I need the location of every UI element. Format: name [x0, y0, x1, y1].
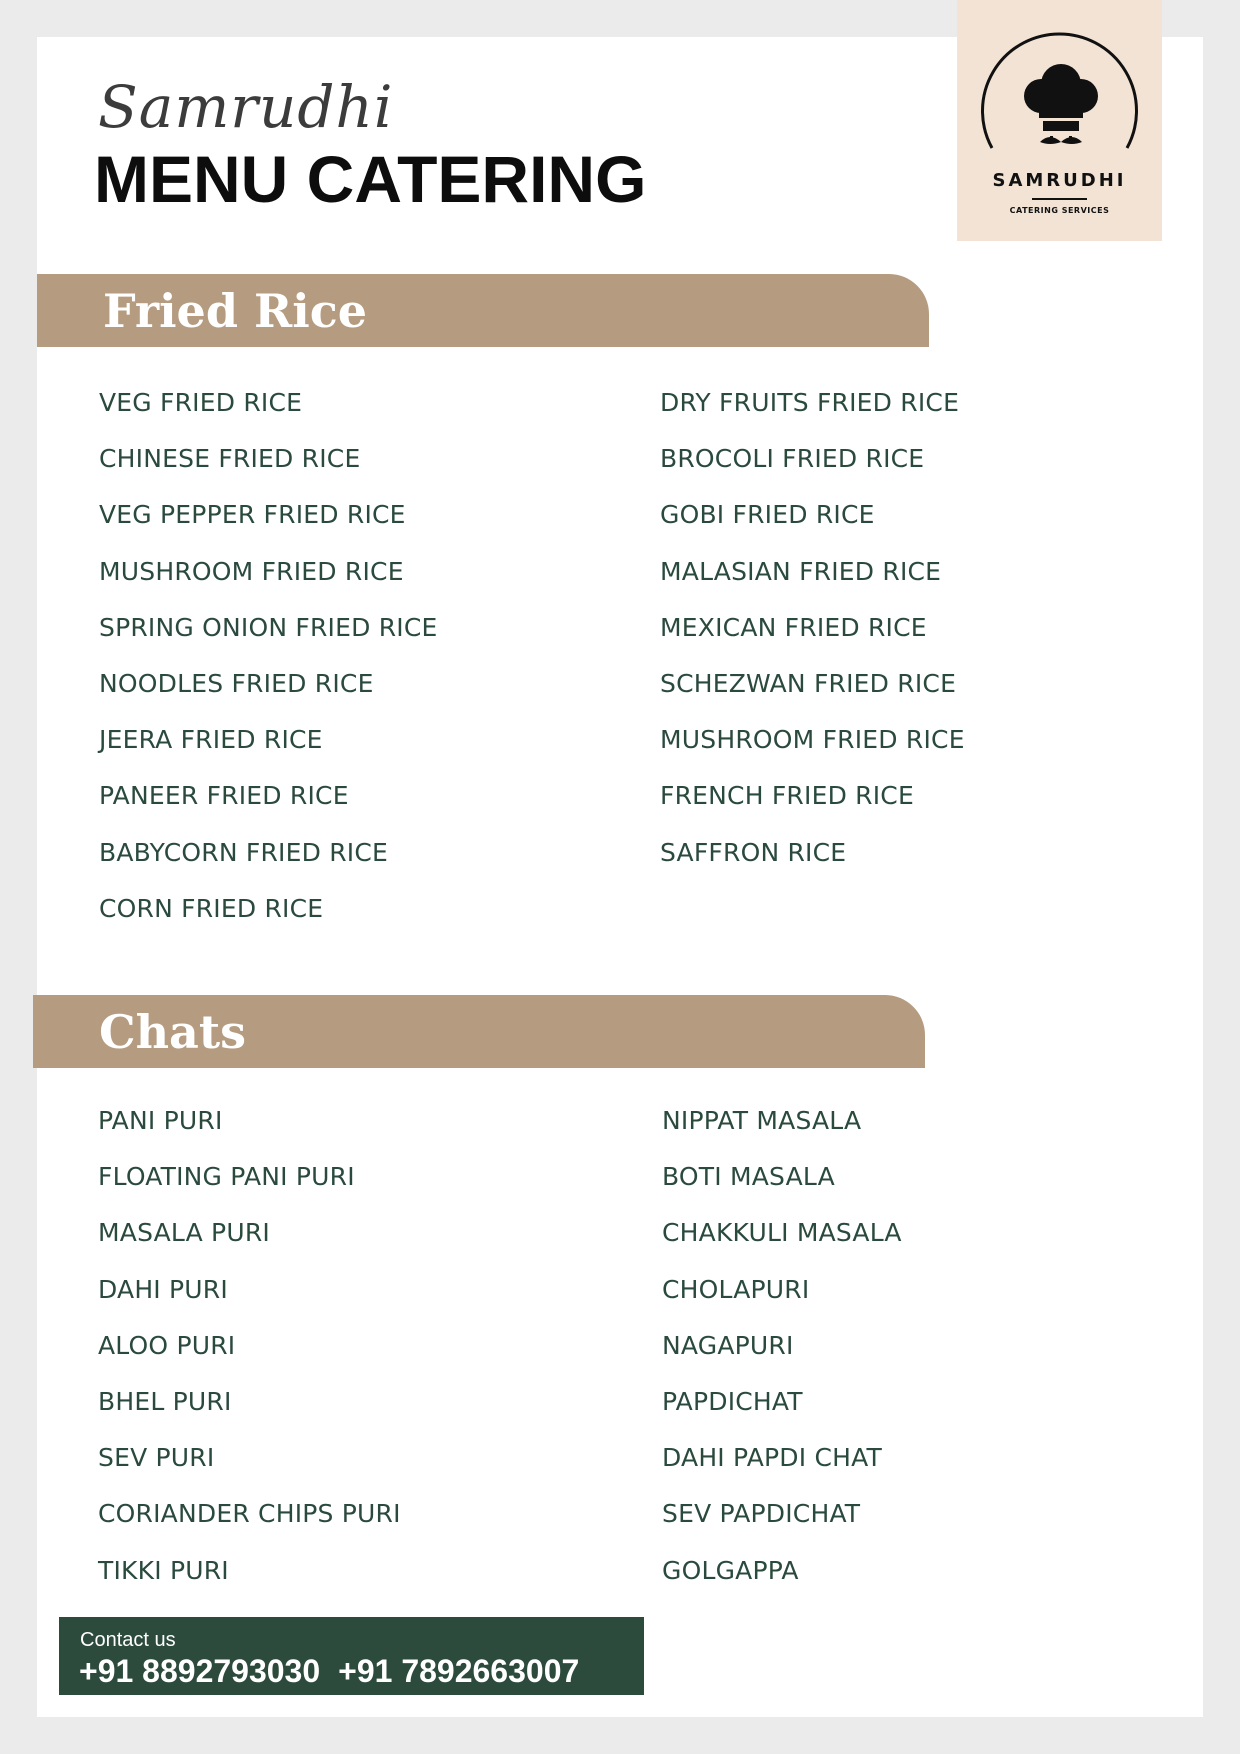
menu-item: TIKKI PURI: [98, 1555, 229, 1585]
menu-item: GOLGAPPA: [662, 1555, 799, 1585]
menu-item: CHINESE FRIED RICE: [99, 444, 361, 474]
menu-item: CORIANDER CHIPS PURI: [98, 1499, 401, 1529]
menu-item: PAPDICHAT: [662, 1386, 803, 1416]
menu-item: CHOLAPURI: [662, 1274, 810, 1304]
menu-item: MALASIAN FRIED RICE: [660, 556, 942, 586]
menu-item: BHEL PURI: [98, 1386, 232, 1416]
menu-item: SCHEZWAN FRIED RICE: [660, 668, 957, 698]
menu-item: SEV PURI: [98, 1443, 215, 1473]
menu-item: VEG FRIED RICE: [99, 388, 303, 417]
menu-item: MUSHROOM FRIED RICE: [660, 725, 965, 755]
menu-item: BABYCORN FRIED RICE: [99, 837, 389, 867]
menu-item: JEERA FRIED RICE: [99, 725, 323, 755]
menu-item: MEXICAN FRIED RICE: [660, 612, 927, 642]
menu-column-right: [662, 1106, 902, 1612]
menu-column-left: [99, 388, 438, 950]
menu-item: VEG PEPPER FRIED RICE: [99, 500, 406, 530]
logo-divider: [1032, 198, 1087, 200]
menu-item: GOBI FRIED RICE: [660, 500, 875, 530]
menu-item: MUSHROOM FRIED RICE: [99, 556, 404, 586]
menu-item: PANI PURI: [98, 1106, 223, 1135]
menu-item: BOTI MASALA: [662, 1162, 835, 1192]
menu-item: DAHI PURI: [98, 1274, 228, 1304]
menu-item: DRY FRUITS FRIED RICE: [660, 388, 960, 417]
menu-item: MASALA PURI: [98, 1218, 270, 1248]
menu-item: SEV PAPDICHAT: [662, 1499, 861, 1529]
contact-label: Contact us: [80, 1629, 176, 1651]
section-title: Fried Rice: [103, 284, 367, 338]
menu-item: DAHI PAPDI CHAT: [662, 1443, 882, 1473]
page-title: MENU CATERING: [94, 142, 647, 216]
section-header-fried-rice: [37, 274, 929, 347]
menu-item: BROCOLI FRIED RICE: [660, 444, 925, 474]
phone-number[interactable]: +91 8892793030: [79, 1653, 321, 1689]
chef-hat-icon: [957, 0, 1162, 241]
contact-box: [59, 1617, 644, 1695]
menu-column-left: [98, 1106, 401, 1612]
menu-item: ALOO PURI: [98, 1330, 236, 1360]
section-header-chats: [33, 995, 925, 1068]
menu-item: NIPPAT MASALA: [662, 1106, 862, 1135]
phone-number[interactable]: +91 7892663007: [338, 1653, 580, 1689]
menu-item: SPRING ONION FRIED RICE: [99, 612, 438, 642]
menu-item: FLOATING PANI PURI: [98, 1162, 355, 1192]
menu-column-right: [660, 388, 965, 894]
contact-phones: [79, 1653, 579, 1690]
menu-item: CHAKKULI MASALA: [662, 1218, 902, 1248]
menu-item: NOODLES FRIED RICE: [99, 668, 374, 698]
section-title: Chats: [99, 1005, 247, 1059]
logo-subtitle: CATERING SERVICES: [1009, 206, 1110, 215]
brand-script-title: Samrudhi: [98, 73, 394, 141]
menu-item: CORN FRIED RICE: [99, 893, 324, 923]
menu-item: PANEER FRIED RICE: [99, 781, 349, 811]
menu-item: FRENCH FRIED RICE: [660, 781, 914, 811]
menu-item: SAFFRON RICE: [660, 837, 847, 867]
menu-item: NAGAPURI: [662, 1330, 794, 1360]
logo-name: SAMRUDHI: [992, 170, 1127, 191]
logo: [957, 0, 1162, 241]
